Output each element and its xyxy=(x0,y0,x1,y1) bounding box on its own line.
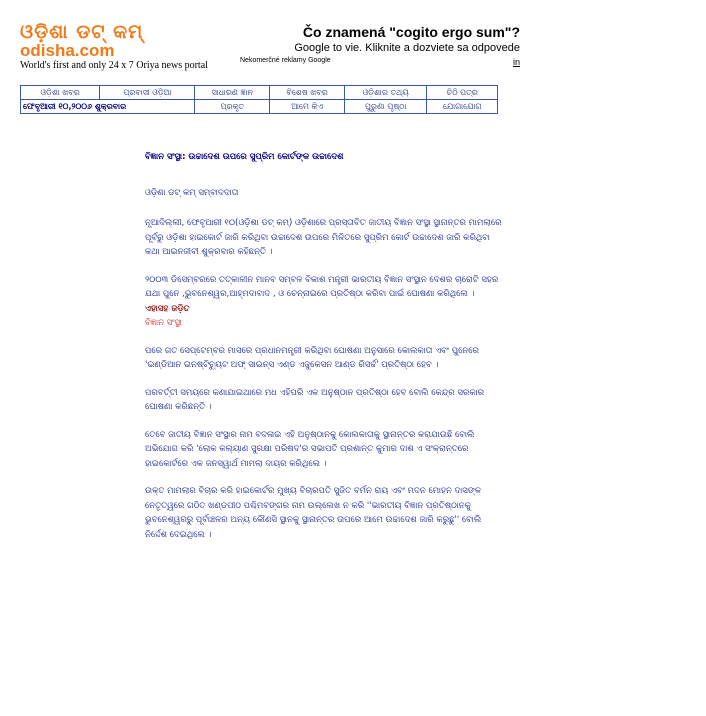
logo-domain-text: odisha.com xyxy=(20,41,115,60)
ad-text[interactable]: Google to vie. Kliknite a dozviete sa odpovede xyxy=(294,42,520,54)
ad-sponsor[interactable]: Nekomerčné reklamy Google xyxy=(240,57,331,64)
nav-contact[interactable]: ଯୋଗାଯୋଗ xyxy=(427,100,498,114)
date-label: ଫେବୃଆରୀ ୧୦,୨୦୦୬ ଶୁକ୍ରବାର xyxy=(21,100,195,114)
article-paragraph: ଉକ୍ତ ମାମଲାର ବିଚାର କରି ହାଇକୋର୍ଟର ମୁଖ୍ୟ ବିଚାରପତି ସୁଜିତ ବର୍ମନ ରାୟ ଏବଂ ମଦନ ମୋହନ ଦାସଙ୍କ ନେତୃତ୍ୱରେ ଗଠିତ ଖଣ୍ଡପୀଠ ପଶ୍ଚିମବଙ୍ଗର ନାମ ଉଲ୍ଲେଖ ନ କରି ''ଭାରତୀୟ ବିଜ୍ଞାନ ପ୍ରତିଷ୍ଠାନକୁ ଭୁବନେଶ୍ୱରରୁ ପୂର୍ବାଞ୍ଚଳର ଅନ୍ୟ କୌଣସି ସ୍ଥାନକୁ ସ୍ଥାନାନ୍ତର ଉପରେ ଆମେ ଉଚ୍ଚାଦେଶ ଜାରି କରୁଛୁ'' ବୋଲି ନିର୍ଦ୍ଦେଶ ଦେଇଥିଲେ । xyxy=(145,486,482,540)
article-paragraph: ନୂଆଦିଲ୍ଲୀ, ଫେବୃଆରୀ ୧୦(ଓଡ଼ିଶା ଡଟ୍ କମ୍) ଓଡ଼ିଶାରେ ପ୍ରସ୍ତାବିତ ଜାତୀୟ ବିଜ୍ଞାନ ସଂସ୍ଥା ସ୍ଥାନାନ୍ତର ମାମଲାରେ ପୂର୍ବରୁ ଓଡ଼ିଶା ହାଇକୋର୍ଟ ଜାରି କରିଥିବା ଉଚ୍ଚାଦେଶ ଉପରେ ମିଳିତରେ ସୁପ୍ରିମ କୋର୍ଟ ଉଚ୍ଚାଦେଶ ଜାରି କରିଥିବା କଥା ଆଇନଜୀବୀ ଶୁକ୍ରବାର କହିଛନ୍ତି । xyxy=(145,218,502,257)
article-headline: ବିଜ୍ଞାନ ସଂସ୍ଥା: ଉଚ୍ଚାଦେଶ ଉପରେ ସୁପ୍ରିମ କୋର୍ଟଙ୍କ ଉଚ୍ଚାଦେଶ xyxy=(145,152,344,162)
ad-title[interactable]: Čo znamená "cogito ergo sum"? xyxy=(302,24,520,40)
article-paragraph: ପରବର୍ତ୍ତୀ ସମୟରେ କଣାଯାଇଥାରେ ମଧ ଏହିପରି ଏକ ଅନୁଷ୍ଠାନ ପ୍ରତିଷ୍ଠା ହେବ ବୋଲି କେନ୍ଦ୍ର ସରକାର ଘୋଷଣା କରିଛନ୍ତି । xyxy=(145,387,485,412)
article-paragraph: ୨୦୦୩ ଡିସେମ୍ବରରେ ତତ୍କାଳୀନ ମାନବ ସମ୍ବଳ ବିକାଶ ମନ୍ତ୍ରୀ ଭାରତୀୟ ବିଜ୍ଞାନ ସଂସ୍ଥାନ ଦେଶର ଚାରୋଟି ସହର ଯଥା ପୁନେ ,ଭୁବନେଶ୍ୱର,ଆହ୍ମଦାବାଦ , ଓ ଚେନ୍ନାଇରେ ପ୍ରତିଷ୍ଠା କରିବା ପାଇଁ ଘୋଷଣା କରିଥିଲେ । xyxy=(145,274,499,299)
nav-odisha-news[interactable]: ଓଡ଼ିଶା ଖବର xyxy=(21,86,100,100)
related-link[interactable]: ବିଜ୍ଞାନ ସଂସ୍ଥା xyxy=(145,318,182,328)
article-paragraph: ତେବେ ଜାତୀୟ ବିଜ୍ଞାନ ସଂସ୍ଥାର ନାମ ବଦଳାଇ ଏହି ଅନୁଷ୍ଠାନକୁ କୋଲକାତାକୁ ସ୍ଥାନାନ୍ତର କରାଯାଉଛି ବୋଲି ଅଭିଯୋଗ କରି 'ଲୋକ କଲ୍ୟାଣ ସୁରକ୍ଷା ପରିଷଦ'ର ସଭାପତି ପ୍ରଶାନ୍ତ କୁମାର ଦାଶ ଏ ସଂକ୍ରାନ୍ତରେ ହାଇକୋର୍ଟରେ ଏକ ଜନସ୍ୱାର୍ଥ ମାମଲା ଦାୟର କରିଥିଲେ । xyxy=(145,429,475,469)
nav-nri-odia[interactable]: ପ୍ରବାସୀ ଓଡ଼ିଆ xyxy=(100,86,195,100)
nav-letters[interactable]: ଚିଠି ପତ୍ର xyxy=(427,86,498,100)
nav-row-top xyxy=(21,86,498,100)
nav-odisha-facts[interactable]: ଓଡ଼ିଶାର ତଥ୍ୟ xyxy=(345,86,427,100)
nav-row-bottom xyxy=(21,100,498,114)
logo-oriya-text: ଓଡ଼ିଶା ଡଟ୍ କମ୍ xyxy=(20,21,144,43)
nav-old-pages[interactable]: ପୁରୁଣା ପୃଷ୍ଠା xyxy=(345,100,427,114)
article-byline: ଓଡ଼ିଶା ଡଟ୍ କମ୍ ସମ୍ବାଦଦାତା xyxy=(145,187,239,198)
nav-original[interactable]: ପ୍ରକୃତ xyxy=(195,100,270,114)
nav-about-us[interactable]: ଆମେ କିଏ xyxy=(270,100,345,114)
nav-special-news[interactable]: ବିଶେଷ ଖବର xyxy=(270,86,345,100)
nav-general-knowledge[interactable]: ସାଧାରଣ ଜ୍ଞାନ xyxy=(195,86,270,100)
related-heading: ଏହାସହ ଜଡ଼ିତ xyxy=(145,303,190,314)
ad-more-link[interactable]: in xyxy=(512,57,520,67)
google-ad[interactable] xyxy=(240,24,520,67)
site-tagline: World's first and only 24 x 7 Oriya news portal xyxy=(20,60,208,71)
article xyxy=(145,150,505,555)
site-logo[interactable] xyxy=(20,22,210,72)
article-paragraph: ପରେ ଗତ ସେପ୍ଟେମ୍ବର ମାସରେ ପ୍ରଧାନମନ୍ତ୍ରୀ କରିଥିବା ଘୋଷଣା ଅନୁସାରେ କୋଲକାତା ଏବଂ ପୁନେରେ 'ଇଣ୍ଡିଆନ ଇନଷ୍ଟିଚ୍ୟୁଟ ଅଫ୍ ସାଇନ୍ସ ଏଣ୍ଡ ଏଜୁକେସନ ଆଣ୍ଡ ରିସର୍ଚ୍ଚ' ପ୍ରତିଷ୍ଠା ହେବ । xyxy=(145,345,479,370)
ad-footer xyxy=(240,57,520,67)
nav-table xyxy=(20,85,498,114)
